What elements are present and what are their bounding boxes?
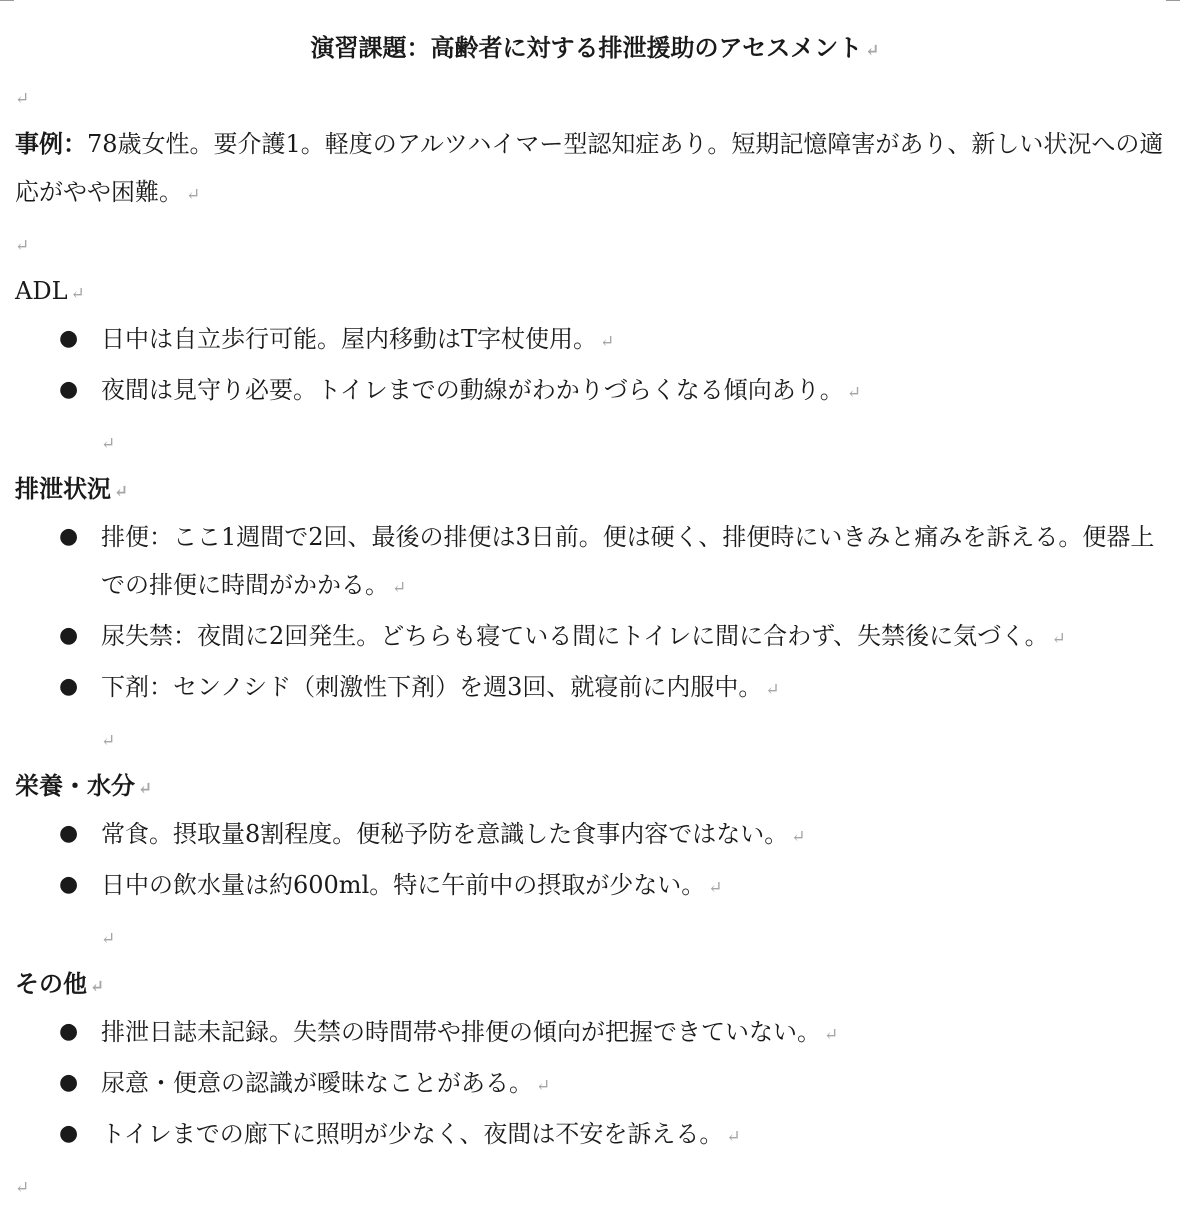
excretion-list <box>15 513 1175 714</box>
list-item-text: 夜間は見守り必要。トイレまでの動線がわかりづらくなる傾向あり。 <box>101 376 844 404</box>
section-heading-adl <box>15 267 1175 315</box>
section-heading-nutrition <box>15 762 1175 810</box>
bullet-icon: ● <box>59 1019 79 1044</box>
paragraph-mark-icon: ↵ <box>600 332 615 352</box>
empty-paragraph <box>15 1161 1175 1209</box>
section-heading-other <box>15 960 1175 1008</box>
empty-paragraph <box>15 714 1175 762</box>
case-text: 78歳女性。要介護1。軽度のアルツハイマー型認知症あり。短期記憶障害があり、新しい状況への適応がやや困難。 <box>15 130 1164 206</box>
section-heading-text: その他 <box>15 969 87 998</box>
paragraph-mark-icon: ↵ <box>90 977 105 997</box>
list-item <box>15 612 1175 663</box>
list-item <box>15 315 1175 366</box>
paragraph-mark-icon: ↵ <box>791 827 806 847</box>
paragraph-mark-icon: ↵ <box>765 680 780 700</box>
document-title <box>15 24 1175 72</box>
page-corner-right <box>1166 0 1180 1</box>
empty-paragraph <box>15 219 1175 267</box>
bullet-icon: ● <box>59 1070 79 1095</box>
other-list <box>15 1008 1175 1161</box>
paragraph-mark-icon: ↵ <box>708 878 723 898</box>
list-item-text: 排泄日誌未記録。失禁の時間帯や排便の傾向が把握できていない。 <box>101 1018 821 1046</box>
paragraph-mark-icon: ↵ <box>101 929 116 949</box>
list-item-text: 日中は自立歩行可能。屋内移動はT字杖使用。 <box>101 325 598 353</box>
nutrition-list <box>15 810 1175 912</box>
case-label: 事例： <box>15 129 87 158</box>
bullet-icon: ● <box>59 821 79 846</box>
section-heading-text: 栄養・水分 <box>15 771 135 800</box>
bullet-icon: ● <box>59 326 79 351</box>
paragraph-mark-icon: ↵ <box>726 1127 741 1147</box>
list-item-text: 排便：ここ1週間で2回、最後の排便は3日前。便は硬く、排便時にいきみと痛みを訴える。便器上での排便に時間がかかる。 <box>101 523 1155 599</box>
document-page <box>15 24 1175 1209</box>
paragraph-mark-icon: ↵ <box>101 434 116 454</box>
bullet-icon: ● <box>59 872 79 897</box>
list-item <box>15 663 1175 714</box>
paragraph-mark-icon: ↵ <box>138 779 153 799</box>
list-item-text: 尿失禁：夜間に2回発生。どちらも寝ている間にトイレに間に合わず、失禁後に気づく。 <box>101 622 1049 650</box>
empty-paragraph <box>15 417 1175 465</box>
paragraph-mark-icon: ↵ <box>15 1178 30 1198</box>
bullet-icon: ● <box>59 674 79 699</box>
paragraph-mark-icon: ↵ <box>15 236 30 256</box>
list-item-text: トイレまでの廊下に照明が少なく、夜間は不安を訴える。 <box>101 1120 724 1148</box>
list-item <box>15 513 1175 612</box>
paragraph-mark-icon: ↵ <box>114 482 129 502</box>
paragraph-mark-icon: ↵ <box>865 41 880 61</box>
empty-paragraph <box>15 912 1175 960</box>
section-heading-text: 排泄状況 <box>15 474 111 503</box>
bullet-icon: ● <box>59 623 79 648</box>
list-item <box>15 366 1175 417</box>
bullet-icon: ● <box>59 524 79 549</box>
case-paragraph <box>15 120 1175 219</box>
bullet-icon: ● <box>59 1121 79 1146</box>
paragraph-mark-icon: ↵ <box>70 284 85 304</box>
page-corner-left <box>0 0 14 1</box>
paragraph-mark-icon: ↵ <box>15 89 30 109</box>
list-item-text: 日中の飲水量は約600ml。特に午前中の摂取が少ない。 <box>101 871 706 899</box>
list-item <box>15 1008 1175 1059</box>
paragraph-mark-icon: ↵ <box>846 383 862 403</box>
list-item-text: 常食。摂取量8割程度。便秘予防を意識した食事内容ではない。 <box>101 820 789 848</box>
paragraph-mark-icon: ↵ <box>392 578 407 598</box>
list-item <box>15 861 1175 912</box>
empty-paragraph <box>15 72 1175 120</box>
list-item <box>15 1110 1175 1161</box>
list-item <box>15 1059 1175 1110</box>
section-heading-text: ADL <box>15 277 68 305</box>
paragraph-mark-icon: ↵ <box>824 1025 839 1045</box>
bullet-icon: ● <box>59 377 79 402</box>
list-item-text: 下剤：センノシド（刺激性下剤）を週3回、就寝前に内服中。 <box>101 673 763 701</box>
section-heading-excretion <box>15 465 1175 513</box>
list-item-text: 尿意・便意の認識が曖昧なことがある。 <box>101 1069 533 1097</box>
title-text: 演習課題：高齢者に対する排泄援助のアセスメント <box>310 33 863 62</box>
list-item <box>15 810 1175 861</box>
paragraph-mark-icon: ↵ <box>101 731 116 751</box>
paragraph-mark-icon: ↵ <box>536 1076 551 1096</box>
paragraph-mark-icon: ↵ <box>186 185 201 205</box>
paragraph-mark-icon: ↵ <box>1051 629 1066 649</box>
adl-list <box>15 315 1175 417</box>
